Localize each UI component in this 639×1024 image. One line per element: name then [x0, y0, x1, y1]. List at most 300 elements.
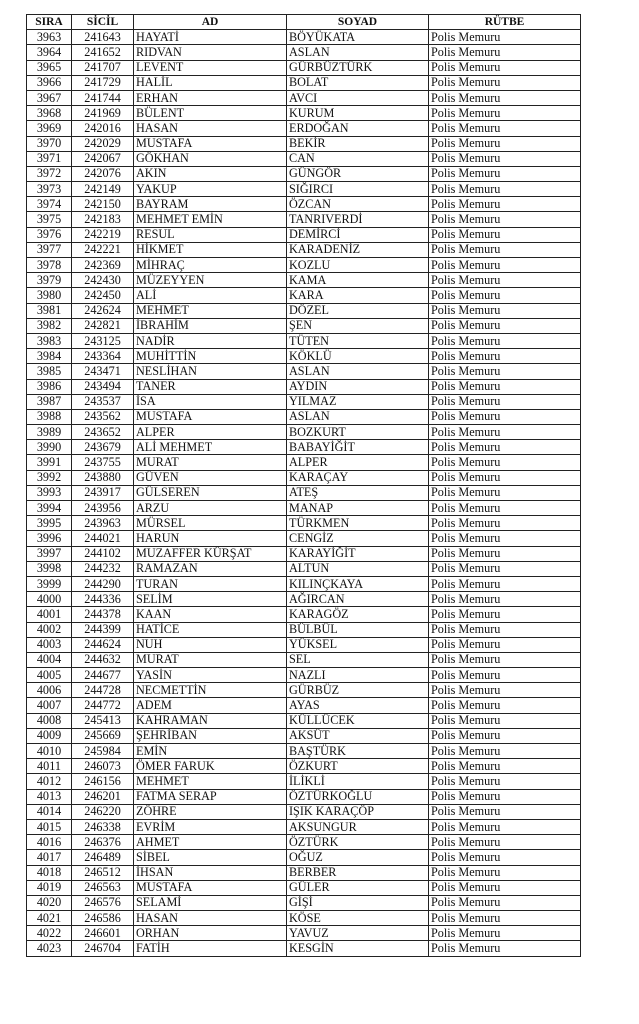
sira-cell: 3990 — [27, 440, 72, 455]
soyad-cell: SEL — [287, 652, 429, 667]
sira-cell: 3988 — [27, 409, 72, 424]
table-row — [27, 501, 581, 516]
sira-cell: 4001 — [27, 607, 72, 622]
sicil-cell: 241643 — [72, 30, 134, 45]
sicil-cell: 241969 — [72, 106, 134, 121]
ad-cell: MURAT — [134, 455, 287, 470]
table-row — [27, 804, 581, 819]
sicil-cell: 244021 — [72, 531, 134, 546]
sicil-cell: 246156 — [72, 774, 134, 789]
ad-cell: ERHAN — [134, 90, 287, 105]
ad-cell: NADİR — [134, 333, 287, 348]
soyad-cell: YILMAZ — [287, 394, 429, 409]
sira-cell: 3965 — [27, 60, 72, 75]
ad-cell: MURAT — [134, 652, 287, 667]
rutbe-cell: Polis Memuru — [429, 941, 581, 956]
soyad-cell: BÜLBÜL — [287, 622, 429, 637]
ad-cell: MEHMET — [134, 303, 287, 318]
rutbe-cell: Polis Memuru — [429, 106, 581, 121]
table-row — [27, 728, 581, 743]
ad-cell: FATİH — [134, 941, 287, 956]
sira-cell: 3963 — [27, 30, 72, 45]
table-row — [27, 288, 581, 303]
table-row — [27, 425, 581, 440]
rutbe-cell: Polis Memuru — [429, 576, 581, 591]
ad-cell: MUSTAFA — [134, 409, 287, 424]
ad-cell: NUH — [134, 637, 287, 652]
rutbe-cell: Polis Memuru — [429, 45, 581, 60]
header-rutbe: RÜTBE — [429, 15, 581, 30]
rutbe-cell: Polis Memuru — [429, 197, 581, 212]
rutbe-cell: Polis Memuru — [429, 835, 581, 850]
table-row — [27, 273, 581, 288]
soyad-cell: KARADENİZ — [287, 242, 429, 257]
sira-cell: 3966 — [27, 75, 72, 90]
soyad-cell: DEMİRCİ — [287, 227, 429, 242]
soyad-cell: ÖZTÜRKOĞLU — [287, 789, 429, 804]
table-row — [27, 865, 581, 880]
soyad-cell: IŞIK KARAÇÖP — [287, 804, 429, 819]
sira-cell: 4016 — [27, 835, 72, 850]
personnel-table — [26, 14, 581, 957]
ad-cell: ALİ — [134, 288, 287, 303]
ad-cell: GÜLSEREN — [134, 485, 287, 500]
ad-cell: SELAMİ — [134, 895, 287, 910]
soyad-cell: KÖKLÜ — [287, 349, 429, 364]
rutbe-cell: Polis Memuru — [429, 121, 581, 136]
sicil-cell: 243956 — [72, 501, 134, 516]
soyad-cell: NAZLI — [287, 668, 429, 683]
ad-cell: SİBEL — [134, 850, 287, 865]
rutbe-cell: Polis Memuru — [429, 182, 581, 197]
sicil-cell: 246563 — [72, 880, 134, 895]
soyad-cell: YAVUZ — [287, 926, 429, 941]
sira-cell: 4019 — [27, 880, 72, 895]
ad-cell: TURAN — [134, 576, 287, 591]
rutbe-cell: Polis Memuru — [429, 409, 581, 424]
table-row — [27, 819, 581, 834]
table-row — [27, 258, 581, 273]
rutbe-cell: Polis Memuru — [429, 683, 581, 698]
header-ad: AD — [134, 15, 287, 30]
table-row — [27, 151, 581, 166]
sicil-cell: 242450 — [72, 288, 134, 303]
soyad-cell: BABAYİĞİT — [287, 440, 429, 455]
rutbe-cell: Polis Memuru — [429, 60, 581, 75]
sira-cell: 3978 — [27, 258, 72, 273]
ad-cell: İSA — [134, 394, 287, 409]
ad-cell: ÖMER FARUK — [134, 759, 287, 774]
table-row — [27, 683, 581, 698]
rutbe-cell: Polis Memuru — [429, 607, 581, 622]
ad-cell: ZÖHRE — [134, 804, 287, 819]
table-row — [27, 318, 581, 333]
table-row — [27, 485, 581, 500]
soyad-cell: KAMA — [287, 273, 429, 288]
table-row — [27, 227, 581, 242]
ad-cell: MÜRSEL — [134, 516, 287, 531]
sira-cell: 4018 — [27, 865, 72, 880]
table-row — [27, 333, 581, 348]
rutbe-cell: Polis Memuru — [429, 455, 581, 470]
rutbe-cell: Polis Memuru — [429, 501, 581, 516]
sira-cell: 4012 — [27, 774, 72, 789]
ad-cell: MUHİTTİN — [134, 349, 287, 364]
table-row — [27, 850, 581, 865]
sicil-cell: 242821 — [72, 318, 134, 333]
rutbe-cell: Polis Memuru — [429, 865, 581, 880]
ad-cell: RAMAZAN — [134, 561, 287, 576]
sicil-cell: 243963 — [72, 516, 134, 531]
table-row — [27, 364, 581, 379]
ad-cell: YASİN — [134, 668, 287, 683]
sicil-cell: 242183 — [72, 212, 134, 227]
table-row — [27, 911, 581, 926]
soyad-cell: GÜRBÜZTÜRK — [287, 60, 429, 75]
ad-cell: NESLİHAN — [134, 364, 287, 379]
table-row — [27, 409, 581, 424]
sicil-cell: 244102 — [72, 546, 134, 561]
sira-cell: 3997 — [27, 546, 72, 561]
sicil-cell: 243125 — [72, 333, 134, 348]
sicil-cell: 246512 — [72, 865, 134, 880]
soyad-cell: DÖZEL — [287, 303, 429, 318]
rutbe-cell: Polis Memuru — [429, 744, 581, 759]
sicil-cell: 244336 — [72, 592, 134, 607]
sira-cell: 3980 — [27, 288, 72, 303]
rutbe-cell: Polis Memuru — [429, 212, 581, 227]
ad-cell: SELİM — [134, 592, 287, 607]
sicil-cell: 244677 — [72, 668, 134, 683]
soyad-cell: ALTUN — [287, 561, 429, 576]
rutbe-cell: Polis Memuru — [429, 90, 581, 105]
rutbe-cell: Polis Memuru — [429, 166, 581, 181]
sira-cell: 3998 — [27, 561, 72, 576]
ad-cell: MİHRAÇ — [134, 258, 287, 273]
rutbe-cell: Polis Memuru — [429, 425, 581, 440]
rutbe-cell: Polis Memuru — [429, 318, 581, 333]
sira-cell: 3964 — [27, 45, 72, 60]
table-row — [27, 166, 581, 181]
sicil-cell: 244624 — [72, 637, 134, 652]
table-row — [27, 106, 581, 121]
sicil-cell: 243917 — [72, 485, 134, 500]
sira-cell: 3970 — [27, 136, 72, 151]
sira-cell: 4008 — [27, 713, 72, 728]
soyad-cell: KESGİN — [287, 941, 429, 956]
rutbe-cell: Polis Memuru — [429, 880, 581, 895]
ad-cell: ADEM — [134, 698, 287, 713]
sira-cell: 4023 — [27, 941, 72, 956]
table-row — [27, 303, 581, 318]
sira-cell: 3987 — [27, 394, 72, 409]
ad-cell: MÜZEYYEN — [134, 273, 287, 288]
sira-cell: 4021 — [27, 911, 72, 926]
sicil-cell: 243755 — [72, 455, 134, 470]
ad-cell: FATMA SERAP — [134, 789, 287, 804]
table-row — [27, 789, 581, 804]
sira-cell: 3991 — [27, 455, 72, 470]
soyad-cell: KARA — [287, 288, 429, 303]
soyad-cell: BOLAT — [287, 75, 429, 90]
table-row — [27, 197, 581, 212]
table-row — [27, 75, 581, 90]
sira-cell: 4007 — [27, 698, 72, 713]
rutbe-cell: Polis Memuru — [429, 698, 581, 713]
sira-cell: 3972 — [27, 166, 72, 181]
table-row — [27, 835, 581, 850]
table-row — [27, 698, 581, 713]
rutbe-cell: Polis Memuru — [429, 592, 581, 607]
sicil-cell: 246073 — [72, 759, 134, 774]
rutbe-cell: Polis Memuru — [429, 819, 581, 834]
sira-cell: 3975 — [27, 212, 72, 227]
sicil-cell: 243679 — [72, 440, 134, 455]
sicil-cell: 246201 — [72, 789, 134, 804]
sira-cell: 3974 — [27, 197, 72, 212]
sicil-cell: 242016 — [72, 121, 134, 136]
rutbe-cell: Polis Memuru — [429, 926, 581, 941]
soyad-cell: ASLAN — [287, 409, 429, 424]
sira-cell: 4002 — [27, 622, 72, 637]
soyad-cell: GÜRBÜZ — [287, 683, 429, 698]
sicil-cell: 241744 — [72, 90, 134, 105]
sira-cell: 3995 — [27, 516, 72, 531]
soyad-cell: AKSUNGUR — [287, 819, 429, 834]
sira-cell: 4003 — [27, 637, 72, 652]
table-row — [27, 349, 581, 364]
sira-cell: 3989 — [27, 425, 72, 440]
sira-cell: 3981 — [27, 303, 72, 318]
sira-cell: 3985 — [27, 364, 72, 379]
table-row — [27, 60, 581, 75]
table-row — [27, 546, 581, 561]
rutbe-cell: Polis Memuru — [429, 531, 581, 546]
soyad-cell: AĞIRCAN — [287, 592, 429, 607]
rutbe-cell: Polis Memuru — [429, 136, 581, 151]
ad-cell: ALPER — [134, 425, 287, 440]
sicil-cell: 243364 — [72, 349, 134, 364]
soyad-cell: GİŞİ — [287, 895, 429, 910]
sira-cell: 3982 — [27, 318, 72, 333]
sira-cell: 3994 — [27, 501, 72, 516]
sira-cell: 3967 — [27, 90, 72, 105]
header-row — [27, 15, 581, 30]
sicil-cell: 244232 — [72, 561, 134, 576]
ad-cell: İHSAN — [134, 865, 287, 880]
ad-cell: MEHMET EMİN — [134, 212, 287, 227]
sicil-cell: 243652 — [72, 425, 134, 440]
table-row — [27, 774, 581, 789]
sira-cell: 3993 — [27, 485, 72, 500]
rutbe-cell: Polis Memuru — [429, 911, 581, 926]
sicil-cell: 244378 — [72, 607, 134, 622]
sicil-cell: 244632 — [72, 652, 134, 667]
table-row — [27, 592, 581, 607]
soyad-cell: ÖZKURT — [287, 759, 429, 774]
ad-cell: HARUN — [134, 531, 287, 546]
sira-cell: 4009 — [27, 728, 72, 743]
ad-cell: EVRİM — [134, 819, 287, 834]
ad-cell: EMİN — [134, 744, 287, 759]
table-row — [27, 121, 581, 136]
soyad-cell: KILINÇKAYA — [287, 576, 429, 591]
ad-cell: TANER — [134, 379, 287, 394]
sicil-cell: 243880 — [72, 470, 134, 485]
rutbe-cell: Polis Memuru — [429, 637, 581, 652]
sira-cell: 4013 — [27, 789, 72, 804]
soyad-cell: KÖSE — [287, 911, 429, 926]
rutbe-cell: Polis Memuru — [429, 258, 581, 273]
ad-cell: AHMET — [134, 835, 287, 850]
sicil-cell: 245413 — [72, 713, 134, 728]
soyad-cell: YÜKSEL — [287, 637, 429, 652]
ad-cell: KAHRAMAN — [134, 713, 287, 728]
sira-cell: 3973 — [27, 182, 72, 197]
table-row — [27, 637, 581, 652]
table-row — [27, 379, 581, 394]
sira-cell: 3992 — [27, 470, 72, 485]
soyad-cell: ATEŞ — [287, 485, 429, 500]
sira-cell: 3996 — [27, 531, 72, 546]
ad-cell: HALİL — [134, 75, 287, 90]
sira-cell: 4020 — [27, 895, 72, 910]
sicil-cell: 243562 — [72, 409, 134, 424]
soyad-cell: AVCI — [287, 90, 429, 105]
soyad-cell: ÖZCAN — [287, 197, 429, 212]
ad-cell: AKIN — [134, 166, 287, 181]
ad-cell: MUZAFFER KÜRŞAT — [134, 546, 287, 561]
ad-cell: BAYRAM — [134, 197, 287, 212]
sicil-cell: 242219 — [72, 227, 134, 242]
sicil-cell: 246489 — [72, 850, 134, 865]
table-row — [27, 576, 581, 591]
table-row — [27, 30, 581, 45]
table-row — [27, 744, 581, 759]
sicil-cell: 246220 — [72, 804, 134, 819]
table-row — [27, 212, 581, 227]
table-row — [27, 668, 581, 683]
rutbe-cell: Polis Memuru — [429, 713, 581, 728]
sicil-cell: 242029 — [72, 136, 134, 151]
rutbe-cell: Polis Memuru — [429, 30, 581, 45]
soyad-cell: BEKİR — [287, 136, 429, 151]
rutbe-cell: Polis Memuru — [429, 470, 581, 485]
table-row — [27, 516, 581, 531]
ad-cell: MUSTAFA — [134, 136, 287, 151]
table-row — [27, 926, 581, 941]
soyad-cell: ŞEN — [287, 318, 429, 333]
ad-cell: HAYATİ — [134, 30, 287, 45]
ad-cell: RIDVAN — [134, 45, 287, 60]
soyad-cell: GÜLER — [287, 880, 429, 895]
soyad-cell: KÜLLÜCEK — [287, 713, 429, 728]
rutbe-cell: Polis Memuru — [429, 516, 581, 531]
ad-cell: LEVENT — [134, 60, 287, 75]
sira-cell: 3971 — [27, 151, 72, 166]
soyad-cell: BAŞTÜRK — [287, 744, 429, 759]
table-row — [27, 455, 581, 470]
ad-cell: HASAN — [134, 121, 287, 136]
sicil-cell: 242624 — [72, 303, 134, 318]
sicil-cell: 243471 — [72, 364, 134, 379]
header-sira: SIRA — [27, 15, 72, 30]
soyad-cell: ASLAN — [287, 45, 429, 60]
sicil-cell: 243494 — [72, 379, 134, 394]
rutbe-cell: Polis Memuru — [429, 242, 581, 257]
sira-cell: 4005 — [27, 668, 72, 683]
sira-cell: 3986 — [27, 379, 72, 394]
ad-cell: YAKUP — [134, 182, 287, 197]
rutbe-cell: Polis Memuru — [429, 364, 581, 379]
table-row — [27, 895, 581, 910]
sira-cell: 4004 — [27, 652, 72, 667]
table-row — [27, 440, 581, 455]
table-row — [27, 470, 581, 485]
rutbe-cell: Polis Memuru — [429, 728, 581, 743]
sicil-cell: 246601 — [72, 926, 134, 941]
table-row — [27, 652, 581, 667]
ad-cell: RESUL — [134, 227, 287, 242]
ad-cell: ŞEHRİBAN — [134, 728, 287, 743]
soyad-cell: KARAGÖZ — [287, 607, 429, 622]
soyad-cell: TÜRKMEN — [287, 516, 429, 531]
sicil-cell: 241652 — [72, 45, 134, 60]
soyad-cell: CENGİZ — [287, 531, 429, 546]
rutbe-cell: Polis Memuru — [429, 440, 581, 455]
sicil-cell: 242369 — [72, 258, 134, 273]
table-row — [27, 561, 581, 576]
sicil-cell: 245984 — [72, 744, 134, 759]
sira-cell: 3979 — [27, 273, 72, 288]
sicil-cell: 242150 — [72, 197, 134, 212]
sicil-cell: 242221 — [72, 242, 134, 257]
rutbe-cell: Polis Memuru — [429, 622, 581, 637]
table-row — [27, 242, 581, 257]
sicil-cell: 241707 — [72, 60, 134, 75]
sira-cell: 3968 — [27, 106, 72, 121]
sicil-cell: 242067 — [72, 151, 134, 166]
sira-cell: 3976 — [27, 227, 72, 242]
sicil-cell: 245669 — [72, 728, 134, 743]
table-row — [27, 394, 581, 409]
soyad-cell: TÜTEN — [287, 333, 429, 348]
sira-cell: 4000 — [27, 592, 72, 607]
rutbe-cell: Polis Memuru — [429, 379, 581, 394]
ad-cell: HATİCE — [134, 622, 287, 637]
soyad-cell: İLİKLİ — [287, 774, 429, 789]
table-body — [27, 30, 581, 956]
sira-cell: 3969 — [27, 121, 72, 136]
soyad-cell: ÖZTÜRK — [287, 835, 429, 850]
rutbe-cell: Polis Memuru — [429, 75, 581, 90]
sicil-cell: 246576 — [72, 895, 134, 910]
sira-cell: 3999 — [27, 576, 72, 591]
table-row — [27, 136, 581, 151]
sira-cell: 3983 — [27, 333, 72, 348]
soyad-cell: KURUM — [287, 106, 429, 121]
soyad-cell: AYAS — [287, 698, 429, 713]
soyad-cell: GÜNGÖR — [287, 166, 429, 181]
soyad-cell: ERDOĞAN — [287, 121, 429, 136]
rutbe-cell: Polis Memuru — [429, 485, 581, 500]
rutbe-cell: Polis Memuru — [429, 333, 581, 348]
soyad-cell: BOZKURT — [287, 425, 429, 440]
sicil-cell: 242076 — [72, 166, 134, 181]
rutbe-cell: Polis Memuru — [429, 349, 581, 364]
rutbe-cell: Polis Memuru — [429, 546, 581, 561]
sira-cell: 4014 — [27, 804, 72, 819]
